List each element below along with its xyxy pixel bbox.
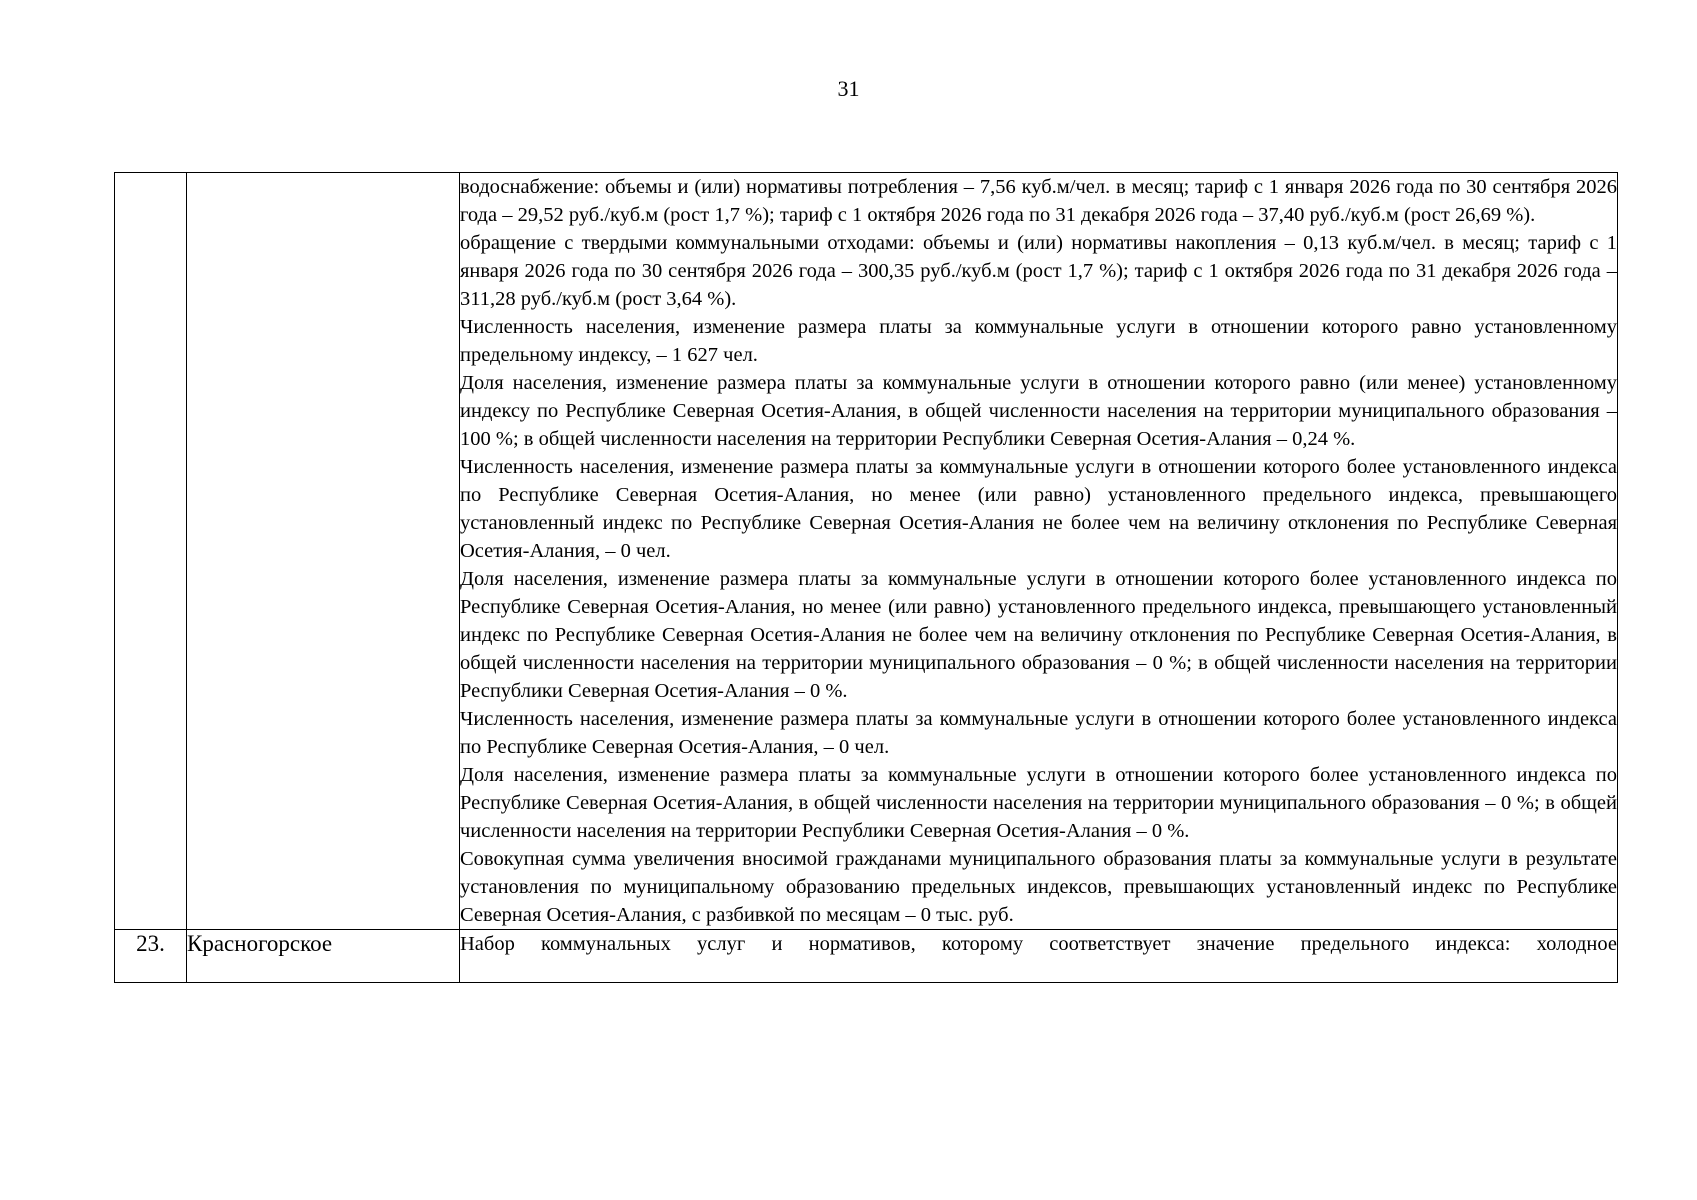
row-number-cell — [115, 173, 187, 930]
municipality-name-cell — [187, 173, 460, 930]
paragraph-total-increase: Совокупная сумма увеличения вносимой гражданами муниципального образования платы за коммунальные услуги в результате установления по муниципальному образованию предельных индексов, превышающих установленный индекс по Республике Северная Осетия-Алания, с разбивкой по месяцам – 0 тыс. руб. — [460, 848, 1617, 926]
municipality-name-cell: Красногорское — [187, 930, 460, 983]
paragraph-share-above-index: Доля населения, изменение размера платы за коммунальные услуги в отношении которого более установленного индекса по Республике Северная Осетия-Алания, в общей численности населения на территории муниципального образования – 0 %; в общей численности населения на территории Республики Северная Осетия-Алания – 0 %. — [460, 764, 1617, 842]
paragraph-share-above-within-deviation: Доля населения, изменение размера платы за коммунальные услуги в отношении которого более установленного индекса по Республике Северная Осетия-Алания, но менее (или равно) установленного предельного индекса, превышающего установленный индекс по Республике Северная Осетия-Алания не более чем на величину отклонения по Республике Северная Осетия-Алания, в общей численности населения на территории муниципального образования – 0 %; в общей численности населения на территории Республики Северная Осетия-Алания – 0 %. — [460, 568, 1617, 702]
paragraph-solid-waste: обращение с твердыми коммунальными отходами: объемы и (или) нормативы накопления – 0,13 куб.м/чел. в месяц; тариф с 1 января 2026 года по 30 сентября 2026 года – 300,35 руб./куб.м (рост 1,7 %); тариф с 1 октября 2026 года по 31 декабря 2026 года –311,28 руб./куб.м (рост 3,64 %). — [460, 232, 1617, 310]
page-number: 31 — [837, 76, 860, 101]
paragraph-water-supply: водоснабжение: объемы и (или) нормативы потребления – 7,56 куб.м/чел. в месяц; тариф с 1 января 2026 года по 30 сентября 2026 года – 29,52 руб./куб.м (рост 1,7 %); тариф с 1 октября 2026 года по 31 декабря 2026 года – 37,40 руб./куб.м (рост 26,69 %). — [460, 176, 1617, 226]
table-row — [115, 173, 1618, 930]
paragraph-share-equal-or-less: Доля населения, изменение размера платы за коммунальные услуги в отношении которого равно (или менее) установленному индексу по Республике Северная Осетия-Алания, в общей численности населения на территории муниципального образования – 100 %; в общей численности населения на территории Республики Северная Осетия-Алания – 0,24 %. — [460, 372, 1617, 450]
paragraph-population-above-index: Численность населения, изменение размера платы за коммунальные услуги в отношении которого более установленного индекса по Республике Северная Осетия-Алания, – 0 чел. — [460, 708, 1617, 758]
paragraph-population-above-within-deviation: Численность населения, изменение размера платы за коммунальные услуги в отношении которого более установленного индекса по Республике Северная Осетия-Алания, но менее (или равно) установленного предельного индекса, превышающего установленный индекс по Республике Северная Осетия-Алания не более чем на величину отклонения по Республике Северная Осетия-Алания, – 0 чел. — [460, 456, 1617, 562]
description-cell — [460, 930, 1618, 983]
municipalities-table — [114, 172, 1618, 983]
description-cell — [460, 173, 1618, 930]
paragraph-population-equal-limit: Численность населения, изменение размера платы за коммунальные услуги в отношении которого равно установленному предельному индексу, – 1 627 чел. — [460, 316, 1617, 366]
paragraph-services-set: Набор коммунальных услуг и нормативов, которому соответствует значение предельного индекса: холодное — [460, 933, 1617, 955]
row-number-cell: 23. — [115, 930, 187, 983]
table-row — [115, 930, 1618, 983]
